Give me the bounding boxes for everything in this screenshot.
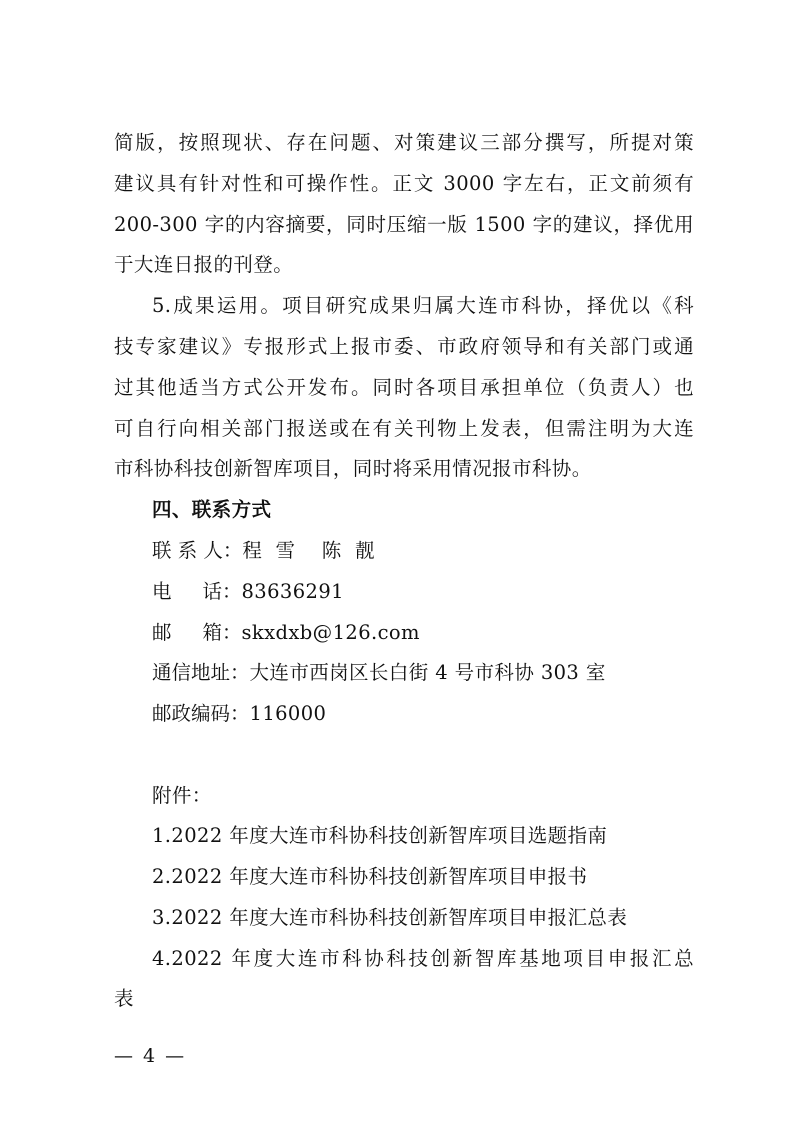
contact-postcode-value: 116000 [249, 702, 327, 725]
contact-postcode-label: 邮政编码： [152, 702, 250, 725]
contact-person-row [152, 536, 694, 566]
body-text-line: 市科协科技创新智库项目，同时将采用情况报市科协。 [114, 457, 592, 480]
contact-email-value: skxdxb@126.com [241, 621, 420, 644]
section-heading: 四、联系方式 [152, 498, 272, 521]
body-text-line: 建议具有针对性和可操作性。正文 3000 字左右，正文前须有 [114, 172, 694, 195]
body-text-line: 技专家建议》专报形式上报市委、市政府领导和有关部门或通 [114, 335, 694, 358]
attachment-item: 3.2022 年度大连市科协科技创新智库项目申报汇总表 [152, 906, 628, 929]
attachment-item-continuation: 表 [114, 987, 134, 1010]
body-text-line: 5.成果运用。项目研究成果归属大连市科协，择优以《科 [152, 294, 694, 317]
contact-address-row [152, 658, 694, 688]
contact-phone-value: 83636291 [241, 580, 344, 603]
contact-phone-row [152, 577, 694, 607]
body-text-line: 可自行向相关部门报送或在有关刊物上发表，但需注明为大连 [114, 417, 694, 440]
body-text-line: 于大连日报的刊登。 [114, 253, 294, 276]
contact-email-label: 邮 箱： [152, 621, 242, 644]
body-text-line: 过其他适当方式公开发布。同时各项目承担单位（负责人）也 [114, 376, 694, 399]
attachment-item: 1.2022 年度大连市科协科技创新智库项目选题指南 [152, 824, 608, 847]
body-text-line: 简版，按照现状、存在问题、对策建议三部分撰写，所提对策 [114, 131, 694, 154]
contact-email-row [152, 618, 694, 648]
page-number: — 4 — [114, 1045, 187, 1067]
contact-address-label: 通信地址： [152, 661, 250, 684]
contact-person-label: 联 系 人： [152, 539, 243, 562]
body-text-line: 200-300 字的内容摘要，同时压缩一版 1500 字的建议，择优用 [114, 213, 694, 236]
contact-person-value: 程 雪 陈 靓 [242, 539, 375, 562]
contact-address-value: 大连市西岗区长白街 4 号市科协 303 室 [249, 661, 606, 684]
contact-postcode-row [152, 699, 694, 729]
attachment-item: 4.2022 年度大连市科协科技创新智库基地项目申报汇总 [152, 947, 694, 970]
attachment-item: 2.2022 年度大连市科协科技创新智库项目申报书 [152, 865, 588, 888]
attachments-label: 附件： [152, 784, 212, 807]
contact-phone-label: 电 话： [152, 580, 242, 603]
